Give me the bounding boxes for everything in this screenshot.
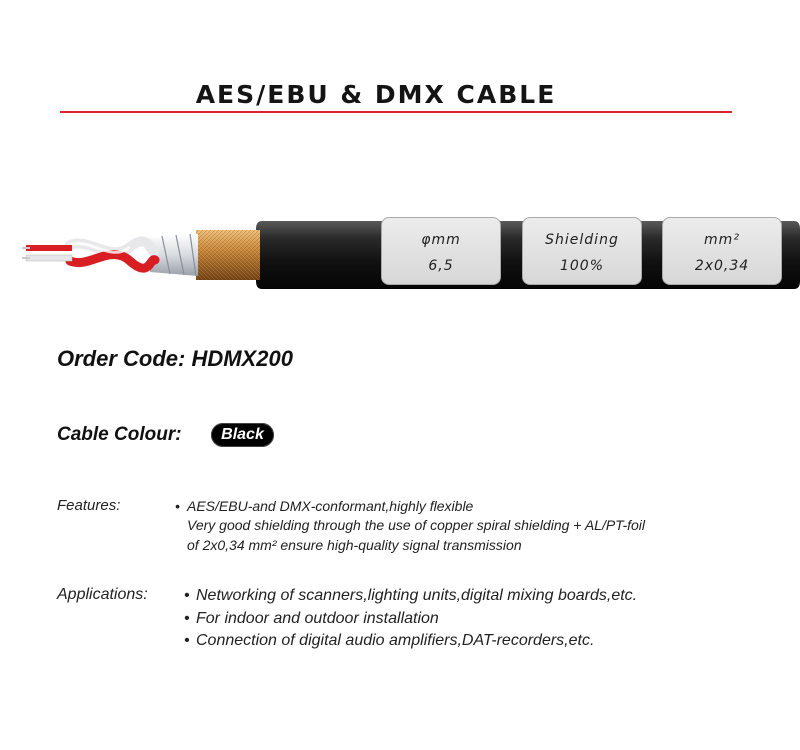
spec-shielding <box>522 217 642 285</box>
page-title: AES/EBU & DMX CABLE <box>195 80 557 109</box>
spec-value: 2x0,34 <box>694 258 750 274</box>
cable-colour-badge: Black <box>211 423 274 447</box>
feature-line: Very good shielding through the use of copper spiral shielding + AL/PT-foil <box>187 517 646 533</box>
application-text: For indoor and outdoor installation <box>196 610 439 627</box>
spec-value: 100% <box>559 258 605 274</box>
bullet-icon: • <box>184 632 190 649</box>
bullet-icon: • <box>184 587 190 604</box>
application-item <box>184 587 637 605</box>
spec-cross-section <box>662 217 782 285</box>
application-text: Networking of scanners,lighting units,digital mixing boards,etc. <box>196 587 638 604</box>
feature-text: AES/EBU-and DMX-conformant,highly flexible <box>187 498 474 514</box>
features-label: Features: <box>57 497 121 514</box>
spec-value: 6,5 <box>428 258 454 274</box>
spec-label: mm² <box>704 232 740 248</box>
application-item <box>184 610 439 628</box>
bullet-icon: • <box>175 498 180 514</box>
white-conductor <box>26 255 72 261</box>
feature-line <box>175 498 473 514</box>
cable-colour-label: Cable Colour: <box>57 424 182 445</box>
spec-label: φmm <box>421 232 461 248</box>
red-conductor <box>26 245 72 251</box>
bullet-icon: • <box>184 610 190 627</box>
applications-label: Applications: <box>57 586 148 603</box>
feature-line: of 2x0,34 mm² ensure high-quality signal transmission <box>187 537 522 553</box>
spec-label: Shielding <box>545 232 619 248</box>
application-text: Connection of digital audio amplifiers,DAT-recorders,etc. <box>196 632 595 649</box>
order-code: Order Code: HDMX200 <box>57 346 293 371</box>
spec-diameter <box>381 217 501 285</box>
application-item <box>184 632 594 650</box>
title-underline <box>60 111 732 113</box>
